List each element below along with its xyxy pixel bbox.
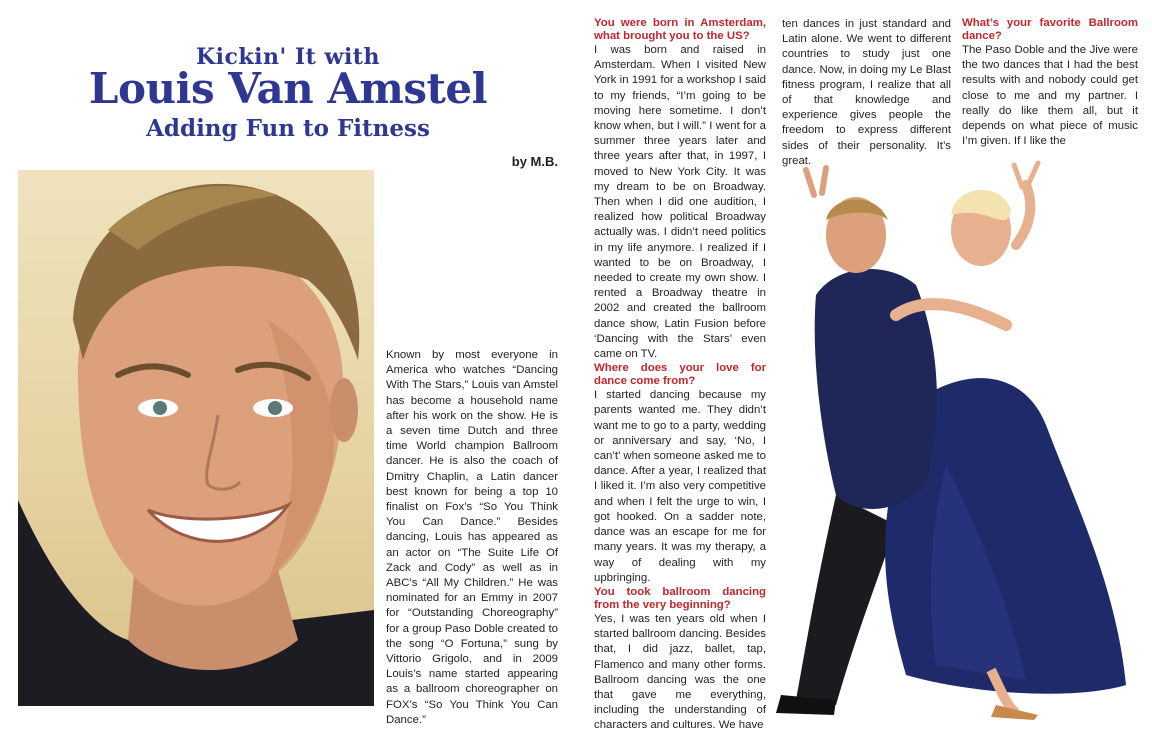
answer-text: The Paso Doble and the Jive were the two dances that I had the best results with and nobody could get close to me and my partner. I really do like them all, but it depends on what piece of music I’m given. If I like the [962,44,1138,148]
answer-text: Yes, I was ten years old when I started ballroom dancing. Besides that, I did jazz, ballet, tap, Flamenco and many other forms. Ballroom dancing was the one that gave me everything, including the understanding of characters and cultures. We have [594,612,766,732]
portrait-photo [18,170,374,706]
article-column-2 [594,17,766,734]
question-heading: What’s your favorite Ballroom dance? [962,17,1138,42]
article-kicker: Kickin' It with [196,44,380,70]
portrait-illustration [18,170,374,706]
dancers-illustration [776,165,1152,720]
answer-text: I was born and raised in Amsterdam. When I visited New York in 1991 for a workshop I said to my friends, “I’m going to be moving here sometime. I don’t know when, but I will.” I went for a summer three years later and three years after that, in 1997, I moved to New York City. It was my dream to be on Broadway. Then when I did one audition, I realized how political Broadway actually was. I didn’t need politics in my life anymore. I realized if I wanted to be on Broadway, I needed to create my own show. I rented a Broadway theatre in 2002 and created the ballroom dance show, Latin Fusion before ‘Dancing with the Stars’ even came on TV. [594,44,766,361]
question-heading: You were born in Amsterdam, what brought you to the US? [594,17,766,42]
left-page [0,0,576,726]
byline: by M.B. [511,154,558,169]
question-heading: You took ballroom dancing from the very beginning? [594,585,766,611]
article-column-3 [782,17,951,169]
article-column-4 [962,17,1138,149]
article-title: Louis Van Amstel [88,64,488,113]
answer-text: I started dancing because my parents wanted me. They didn’t want me to go to a party, wedding or anniversary and say, ‘No, I can’t’ when someone asked me to dance. After a year, I realized that I liked it. I’m also very competitive and when I felt the urge to win, I got hooked. On a sadder note, dance was an escape for me for many years. It was my therapy, a way of dealing with my upbringing. [594,389,766,584]
dancers-photo [776,165,1152,720]
right-page [576,0,1152,732]
intro-column [386,348,558,728]
intro-text: Known by most everyone in America who watches “Dancing With The Stars,” Louis van Amstel has become a household name after his work on the show. He is a seven time Dutch and three time World champion Ballroom dancer. He is also the coach of Dmitry Chaplin, a Latin dancer best known for being a top 10 finalist on Fox’s “So You Think You Can Dance.” Besides dancing, Louis has appeared as an actor on “The Suite Life Of Zack and Cody” as well as in ABC’s “All My Children.” He was nominated for an Emmy in 2007 for “Outstanding Choreography” for a group Paso Doble created to the song “O Fortuna,” sung by Vittorio Grigolo, and in 2009 Louis’s name started appearing as a ballroom choreographer on FOX’s “So You Think You Can Dance.” [386,349,558,726]
question-heading: Where does your love for dance come from? [594,362,766,388]
article-subtitle: Adding Fun to Fitness [146,115,430,142]
answer-text: ten dances in just standard and Latin alone. We went to different countries to study just one dance. Now, in doing my Le Blast fitness program, I realize that all of that knowledge and experience gives people the freedom to express different sides of their personality. It’s great. [782,18,951,167]
